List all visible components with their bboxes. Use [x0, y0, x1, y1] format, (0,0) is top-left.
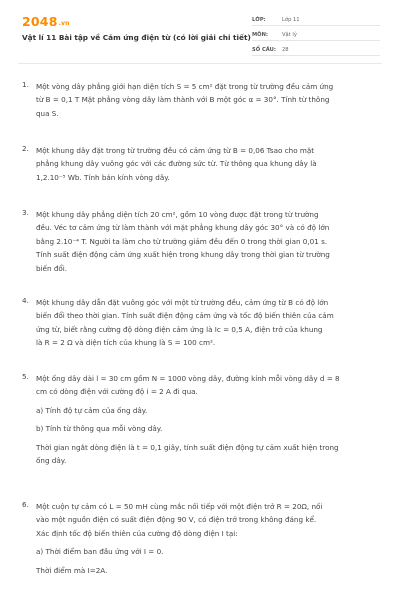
meta-value: 28	[282, 47, 289, 53]
meta-label: LỚP:	[252, 17, 266, 23]
question-text	[36, 144, 380, 184]
sub-question: Thời điểm mà I=2A.	[36, 565, 108, 575]
question-text	[36, 500, 380, 577]
question-line: Tính suất điện động cảm ứng xuất hiện trong khung dây trong thời gian từ trường	[36, 250, 330, 260]
question-line: Một khung dây dẫn đặt vuông góc với một từ trường đều, cảm ứng từ B có độ lớn	[36, 298, 329, 307]
question-line: 1,2.10⁻⁵ Wb. Tính bán kính vòng dây.	[36, 172, 170, 182]
meta-value: Lớp 11	[282, 17, 300, 23]
document-header	[0, 0, 400, 62]
logo-text: 2048	[22, 14, 58, 29]
question-line: Một cuộn tự cảm có L = 50 mH cùng mắc nối tiếp với một điện trở R = 20Ω, nối	[36, 502, 323, 511]
question-text	[36, 372, 380, 467]
header-divider	[18, 63, 382, 64]
sub-question: b) Tính từ thông qua mỗi vòng dây.	[36, 424, 163, 434]
question-line: bằng 2.10⁻⁴ T. Người ta làm cho từ trường giảm đều đến 0 trong thời gian 0,01 s.	[36, 236, 328, 246]
question-line: biến đổi theo thời gian. Tính suất điện động cảm ứng và tốc độ biến thiên của cảm	[36, 311, 334, 321]
meta-row-class	[252, 15, 380, 26]
question-line: Xác định tốc độ biến thiên của cường độ dòng điện I tại:	[36, 528, 238, 538]
meta-label: MÔN:	[252, 32, 268, 38]
logo-domain: .vn	[58, 20, 70, 27]
sub-question: a) Tính độ tự cảm của ống dây.	[36, 405, 148, 415]
question-line: biến đổi.	[36, 263, 68, 273]
question-line: ứng từ, biết rằng cường độ dòng điện cảm ứng là Ic = 0,5 A, điện trở của khung	[36, 324, 323, 334]
sub-question-line: ống dây.	[36, 456, 67, 466]
question-line: Một khung dây đặt trong từ trường đều có cảm ứng từ B = 0,06 Tsao cho mặt	[36, 146, 315, 155]
question-line: Một ống dây dài l = 30 cm gồm N = 1000 vòng dây, đường kính mỗi vòng dây d = 8	[36, 374, 340, 383]
question-line: qua S.	[36, 108, 59, 118]
question-text	[36, 208, 380, 275]
meta-info-box	[252, 15, 380, 60]
question-number: 2.	[22, 144, 29, 153]
meta-row-question-count	[252, 45, 380, 56]
question-line: Một khung dây phẳng diện tích 20 cm², gồm 10 vòng được đặt trong từ trường	[36, 210, 319, 219]
document-title: Vật lí 11 Bài tập về Cảm ứng điện từ (có lời giải chi tiết)	[22, 33, 251, 42]
question-line: là R = 2 Ω và diện tích của khung là S = 100 cm².	[36, 338, 216, 348]
question-number: 5.	[22, 372, 29, 381]
question-number: 1.	[22, 80, 29, 89]
sub-question: Thời gian ngắt dòng điện là t = 0,1 giây, tính suất điện động tự cảm xuất hiện trong	[36, 442, 339, 452]
meta-row-subject	[252, 30, 380, 41]
sub-question: a) Thời điểm ban đầu ứng với I = 0.	[36, 547, 164, 557]
meta-value: Vật lý	[282, 32, 297, 38]
question-line: Một vòng dây phẳng giới hạn diện tích S = 5 cm² đặt trong từ trường đều cảm ứng	[36, 82, 334, 91]
question-number: 6.	[22, 500, 29, 509]
question-number: 4.	[22, 296, 29, 305]
question-line: phẳng khung dây vuông góc với các đường sức từ. Từ thông qua khung dây là	[36, 159, 317, 169]
site-logo[interactable]	[22, 14, 70, 29]
meta-label: SỐ CÂU:	[252, 47, 276, 53]
question-line: đều. Véc tơ cảm ứng từ làm thành với mặt phẳng khung dây góc 30° và có độ lớn	[36, 223, 330, 233]
question-line: từ B = 0,1 T Mặt phẳng vòng dây làm thành với B một góc α = 30°. Tính từ thông	[36, 95, 330, 105]
question-text	[36, 80, 380, 120]
question-line: cm có dòng điện với cường độ i = 2 A đi qua.	[36, 387, 198, 397]
question-number: 3.	[22, 208, 29, 217]
question-text	[36, 296, 380, 350]
question-line: vào một nguồn điện có suất điện động 90 V, có điện trở trong không đáng kể.	[36, 515, 317, 525]
